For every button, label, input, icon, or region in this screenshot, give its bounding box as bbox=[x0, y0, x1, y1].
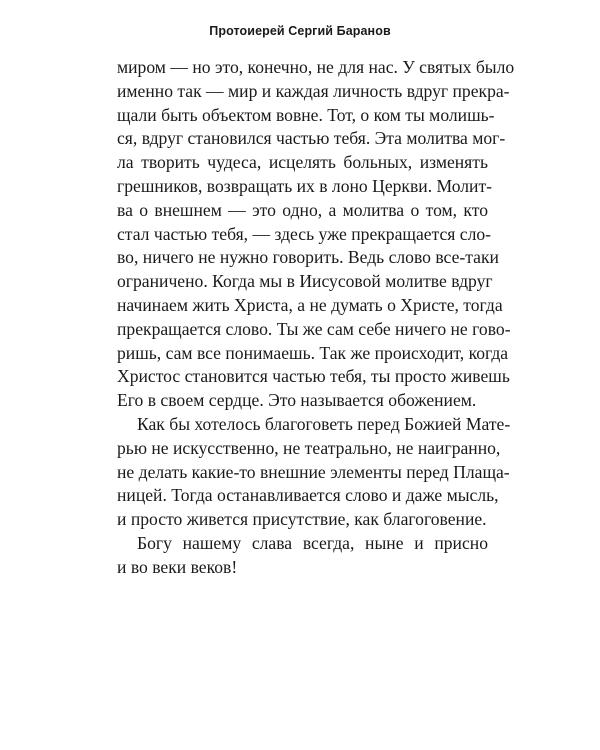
text-line: щали быть объектом вовне. Тот, о ком ты молишь- bbox=[117, 104, 495, 125]
text-line: ришь, сам все понимаешь. Так же происходит, когда bbox=[117, 342, 509, 363]
text-line: ся, вдруг становился частью тебя. Эта молитва мог- bbox=[117, 128, 506, 149]
text-line: не делать какие-то внешние элементы перед Плаща- bbox=[117, 461, 510, 482]
body-text bbox=[117, 56, 515, 580]
text-line: стал частью тебя, — здесь уже прекращается сло- bbox=[117, 223, 492, 244]
paragraph-1 bbox=[117, 56, 515, 413]
text-line: и во веки веков! bbox=[117, 556, 238, 577]
text-line: и просто живется присутствие, как благоговение. bbox=[117, 509, 487, 530]
text-line: Как бы хотелось благоговеть перед Божией Мате- bbox=[137, 413, 511, 434]
text-line: прекращается слово. Ты же сам себе ничего не гово- bbox=[117, 318, 511, 339]
text-line: ницей. Тогда останавливается слово и даже мысль, bbox=[117, 485, 499, 506]
text-line: Богу нашему слава всегда, ныне и присно bbox=[137, 532, 488, 553]
text-line: ла творить чудеса, исцелять больных, изменять bbox=[117, 152, 488, 173]
text-line: миром — но это, конечно, не для нас. У святых было bbox=[117, 57, 515, 77]
text-line: начинаем жить Христа, а не думать о Христе, тогда bbox=[117, 294, 503, 315]
text-line: Его в своем сердце. Это называется обожением. bbox=[117, 390, 477, 411]
text-line: ва о внешнем — это одно, а молитва о том, кто bbox=[117, 199, 488, 220]
running-head: Протоиерей Сергий Баранов bbox=[209, 24, 391, 38]
paragraph-3 bbox=[117, 532, 488, 580]
text-line: рью не искусственно, не театрально, не наигранно, bbox=[117, 437, 501, 458]
text-line: во, ничего не нужно говорить. Ведь слово все-таки bbox=[117, 247, 499, 268]
text-line: именно так — мир и каждая личность вдруг прекра- bbox=[117, 80, 510, 101]
text-line: Христос становится частью тебя, ты просто живешь bbox=[117, 366, 510, 387]
text-line: грешников, возвращать их в лоно Церкви. Молит- bbox=[117, 175, 493, 196]
text-line: ограничено. Когда мы в Иисусовой молитве вдруг bbox=[117, 271, 493, 292]
paragraph-2 bbox=[117, 413, 511, 532]
